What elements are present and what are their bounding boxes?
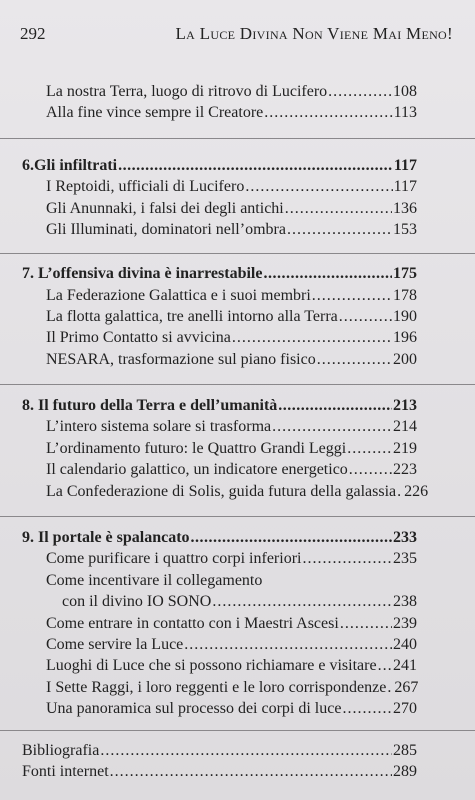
toc-chapter[interactable]: 9. Il portale è spalancato ..... 233 bbox=[22, 528, 417, 548]
toc-entry[interactable]: L’intero sistema solare si trasforma ..... 214 bbox=[46, 417, 417, 437]
toc-entry[interactable]: Come incentivare il collegamento bbox=[46, 572, 263, 589]
toc-chapter[interactable]: 7. L’offensiva divina è inarrestabile ..... 175 bbox=[22, 264, 417, 284]
toc-entry[interactable]: L’ordinamento futuro: le Quattro Grandi Leggi ..... 219 bbox=[46, 439, 417, 459]
toc-entry[interactable]: Gli Illuminati, dominatori nell’ombra ..... 153 bbox=[46, 220, 417, 240]
toc-entry[interactable]: Il Primo Contatto si avvicina ..... 196 bbox=[46, 328, 417, 348]
toc-entry[interactable]: Luoghi di Luce che si possono richiamare e visitare ..... 241 bbox=[46, 656, 417, 676]
toc-entry[interactable]: Una panoramica sul processo dei corpi di luce ..... 270 bbox=[46, 699, 417, 719]
toc-entry[interactable]: Come servire la Luce ..... 240 bbox=[46, 635, 417, 655]
toc-entry[interactable]: Come entrare in contatto con i Maestri Ascesi ..... 239 bbox=[46, 614, 417, 634]
toc-entry[interactable]: Gli Anunnaki, i falsi dei degli antichi ..... 136 bbox=[46, 199, 417, 219]
toc-entry[interactable]: Bibliografia ..... 285 bbox=[22, 741, 417, 761]
running-title: La Luce Divina Non Viene Mai Meno! bbox=[175, 24, 453, 43]
toc-entry[interactable]: La flotta galattica, tre anelli intorno alla Terra ..... 190 bbox=[46, 307, 417, 327]
toc-entry[interactable]: Fonti internet ..... 289 bbox=[22, 762, 417, 782]
toc-entry[interactable]: La Confederazione di Solis, guida futura della galassia ..... 226 bbox=[46, 482, 417, 502]
toc-entry[interactable]: I Sette Raggi, i loro reggenti e le loro corrispondenze ..... 267 bbox=[46, 678, 417, 698]
section-divider bbox=[0, 516, 475, 517]
section-divider bbox=[0, 384, 475, 385]
toc-entry[interactable]: Come purificare i quattro corpi inferiori ..... 235 bbox=[46, 549, 417, 569]
toc-entry[interactable]: Alla fine vince sempre il Creatore ..... 113 bbox=[46, 103, 417, 123]
section-divider bbox=[0, 730, 475, 731]
toc-entry[interactable]: Il calendario galattico, un indicatore energetico ..... 223 bbox=[46, 460, 417, 480]
section-divider bbox=[0, 138, 475, 139]
toc-entry[interactable]: NESARA, trasformazione sul piano fisico ..... 200 bbox=[46, 350, 417, 370]
toc-entry[interactable]: La nostra Terra, luogo di ritrovo di Lucifero ..... 108 bbox=[46, 82, 417, 102]
toc-entry[interactable]: La Federazione Galattica e i suoi membri ..... 178 bbox=[46, 286, 417, 306]
section-divider bbox=[0, 253, 475, 254]
page-header bbox=[20, 24, 453, 48]
toc-entry[interactable]: con il divino IO SONO ..... 238 bbox=[62, 592, 417, 612]
page-number: 292 bbox=[20, 24, 46, 43]
toc-chapter[interactable]: 8. Il futuro della Terra e dell’umanità ..... 213 bbox=[22, 396, 417, 416]
toc-entry[interactable]: I Reptoidi, ufficiali di Lucifero ..... 117 bbox=[46, 177, 417, 197]
toc-chapter[interactable]: 6.Gli infiltrati ..... 117 bbox=[22, 156, 417, 176]
